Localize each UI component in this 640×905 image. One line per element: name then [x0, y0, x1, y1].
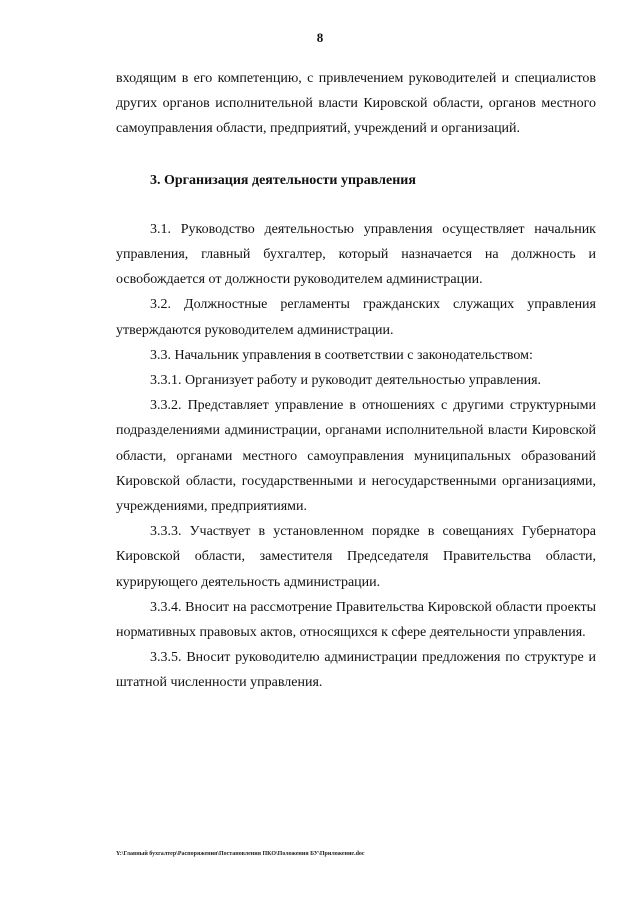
paragraph-3-3-4: 3.3.4. Вносит на рассмотрение Правительства Кировской области проекты нормативных правовых актов, относящихся к сфере деятельности управления. [116, 599, 596, 641]
paragraph-3-2: 3.2. Должностные регламенты гражданских служащих управления утверждаются руководителем администрации. [116, 297, 596, 338]
section-heading: 3. Организация деятельности управления [150, 172, 416, 188]
paragraph-3-3-2: 3.3.2. Представляет управление в отношениях с другими структурными подразделениями администрации, органами исполнительной власти Кировской области, органами местного самоуправления муниципальных образований Кировской области, государственными и негосударственными организациями, учреждениями, предприятиями. [116, 398, 596, 515]
document-body [116, 66, 596, 696]
intro-paragraph: входящим в его компетенцию, с привлечением руководителей и специалистов других органов исполнительной власти Кировской области, органов местного самоуправления области, предприятий, учреждений и организаций. [116, 71, 596, 137]
paragraph-3-3-1: 3.3.1. Организует работу и руководит деятельностью управления. [150, 373, 542, 389]
paragraph-3-3-5: 3.3.5. Вносит руководителю администрации предложения по структуре и штатной численности управления. [116, 650, 596, 691]
paragraph-3-3: 3.3. Начальник управления в соответствии с законодательством: [150, 347, 533, 363]
paragraph-3-3-3: 3.3.3. Участвует в установленном порядке в совещаниях Губернатора Кировской области, заместителя Председателя Правительства области, курирующего деятельность администрации. [116, 524, 596, 590]
page-number: 8 [316, 30, 324, 45]
footer-file-path: Y:\Главный бухгалтер\Распоряжения\Постановления ПКО\Положения БУ\Приложение.doc [116, 851, 365, 857]
paragraph-3-1: 3.1. Руководство деятельностью управления осуществляет начальник управления, главный бухгалтер, который назначается на должность и освобождается от должности руководителем администрации. [116, 221, 596, 288]
